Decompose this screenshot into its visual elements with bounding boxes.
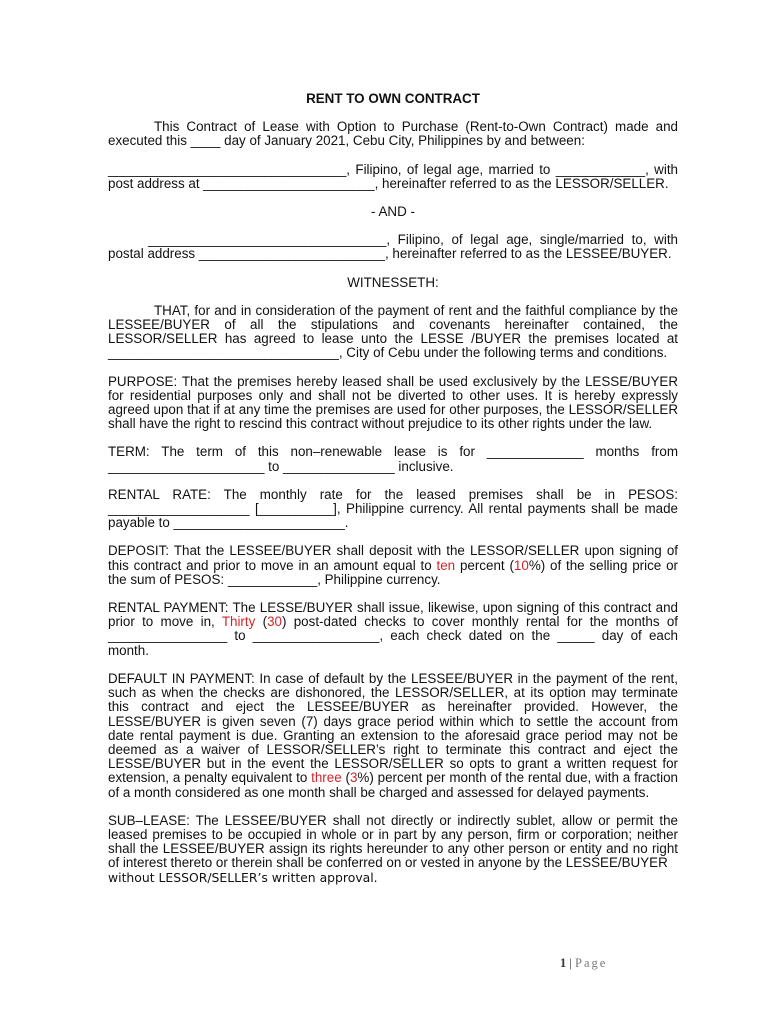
lessee-paragraph bbox=[108, 233, 678, 261]
sublease-last-line: without LESSOR/SELLER’s written approval. bbox=[108, 869, 378, 885]
checks-count-number: 30 bbox=[267, 614, 282, 630]
rental-rate-clause: RENTAL RATE: The monthly rate for the leased premises shall be in PESOS: ___________________ [__________], Philippine currency. All rental payments shall be made payable to _______________________. bbox=[108, 486, 678, 531]
lessor-paragraph: ________________________________, Filipino, of legal age, married to ____________, with post address at _______________________, hereinafter referred to as the LESSOR/SELLER. bbox=[108, 161, 678, 191]
purpose-clause: PURPOSE: That the premises hereby leased shall be used exclusively by the LESSE/BUYER for residential purposes only and shall not be diverted to other uses. It is hereby expressly agreed upon that if at any time the premises are used for other purposes, the LESSOR/SELLER shall have the right to rescind this contract without prejudice to its other rights under the law. bbox=[108, 373, 678, 432]
deposit-text: %) of the selling price or the sum of PESOS: ____________, Philippine currency. bbox=[108, 557, 678, 587]
rental-payment-text: RENTAL PAYMENT: The LESSE/BUYER shall issue, likewise, upon signing of this contract and prior to move in, bbox=[108, 600, 678, 630]
contract-page bbox=[108, 92, 678, 885]
rental-payment-text: ) post-dated checks to cover monthly rental for the months of ________________ to _________________, each check dated on the _____ day of each month. bbox=[108, 614, 679, 658]
page-number: 1 bbox=[560, 956, 567, 970]
page-label: Page bbox=[575, 956, 608, 970]
witnesseth-heading: WITNESSETH: bbox=[347, 274, 439, 290]
deposit-text: percent ( bbox=[455, 557, 514, 573]
deposit-percent-number: 10 bbox=[513, 557, 529, 573]
rental-payment-clause bbox=[108, 601, 678, 658]
deposit-percent-word: ten bbox=[436, 557, 456, 573]
term-clause: TERM: The term of this non–renewable lease is for _____________ months from _____________________ to _______________ inclusive. bbox=[108, 444, 678, 474]
intro-paragraph: This Contract of Lease with Option to Purchase (Rent-to-Own Contract) made and executed this ____ day of January 2021, Cebu City, Philippines by and between: bbox=[108, 119, 678, 149]
default-payment-clause bbox=[108, 672, 678, 800]
contract-title: RENT TO OWN CONTRACT bbox=[306, 91, 480, 106]
deposit-clause bbox=[108, 544, 678, 587]
checks-count-word: Thirty bbox=[221, 614, 256, 630]
lessee-details: , Filipino, of legal age, single/married to, with postal address _________________________, hereinafter referred to as the LESSEE/BUYER. bbox=[108, 232, 678, 262]
default-text: DEFAULT IN PAYMENT: In case of default by the LESSEE/BUYER in the payment of the rent, such as when the checks are dishonored, the LESSOR/SELLER, at its option may terminate this contract and eject the LESSEE/BUYER as hereinafter provided. However, the LESSE/BUYER is given seven (7) days grace period within which to settle the account from date rental payment is due. Granting an extension to the aforesaid grace period may not be deemed as a waiver of LESSOR/SELLER’s right to terminate this contract and eject the LESSE/BUYER but in the event the LESSOR/SELLER so opts to grant a written request for extension, a penalty equivalent to bbox=[108, 670, 678, 786]
sublease-clause: SUB–LEASE: The LESSEE/BUYER shall not directly or indirectly sublet, allow or permit the leased premises to be occupied in whole or in part by any person, firm or corporation; neither shall the LESSEE/BUYER assign its rights hereunder to any other person or entity and no right of interest thereto or therein shall be conferred on or vested in anyone by the LESSEE/BUYER bbox=[108, 812, 678, 871]
and-separator: - AND - bbox=[371, 204, 415, 220]
penalty-percent-number: 3 bbox=[349, 770, 358, 786]
deposit-text: DEPOSIT: That the LESSEE/BUYER shall deposit with the LESSOR/SELLER upon signing of this contract and prior to move in an amount equal to bbox=[108, 543, 678, 573]
lessee-name-blank: ________________________________ bbox=[148, 232, 387, 248]
footer-separator: | bbox=[566, 956, 576, 970]
rental-payment-text: ( bbox=[255, 614, 268, 630]
default-text: ( bbox=[341, 770, 350, 786]
penalty-percent-word: three bbox=[311, 770, 342, 786]
page-footer bbox=[560, 956, 607, 971]
default-text: %) percent per month of the rental due, with a fraction of a month considered as one month shall be charged and assessed for delayed payments. bbox=[108, 770, 678, 800]
that-paragraph: THAT, for and in consideration of the payment of rent and the faithful compliance by the LESSEE/BUYER of all the stipulations and covenants hereinafter contained, the LESSOR/SELLER has agreed to lease unto the LESSE /BUYER the premises located at _______________________________, City of Cebu under the following terms and conditions. bbox=[108, 302, 678, 361]
